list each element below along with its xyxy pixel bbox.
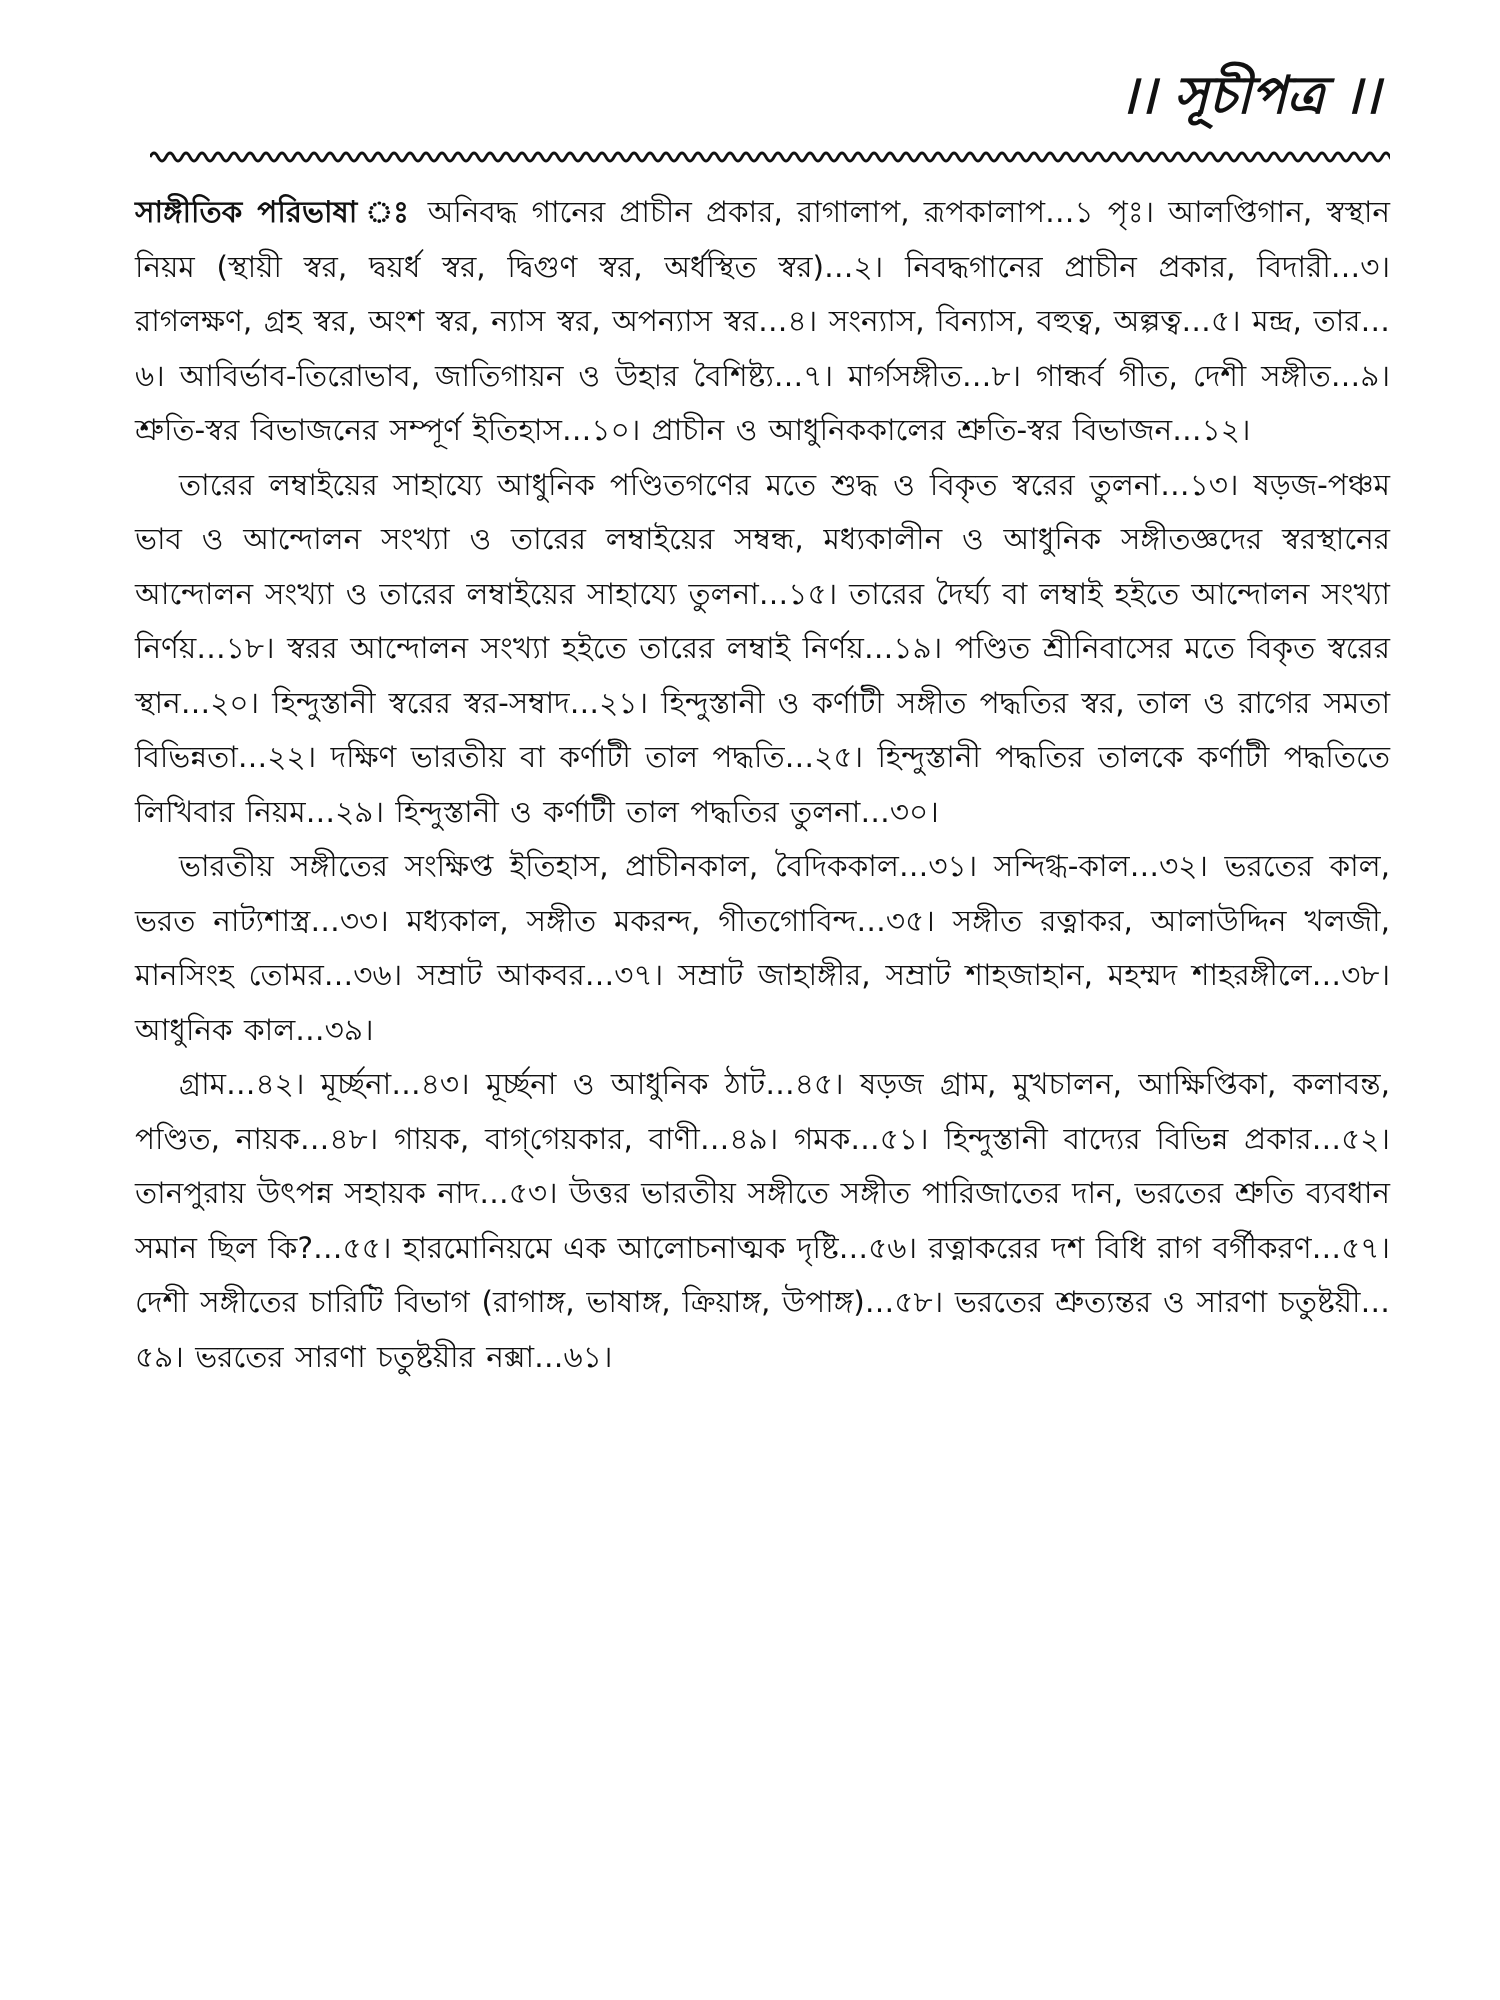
paragraph-text: অনিবদ্ধ গানের প্রাচীন প্রকার, রাগালাপ, রূপকালাপ…১ পৃঃ। আলপ্তিগান, স্বস্থান নিয়ম (স্থায়ী স্বর, দ্বয়র্ধ স্বর, দ্বিগুণ স্বর, অর্ধস্থিত স্বর)…২। নিবদ্ধগানের প্রাচীন প্রকার, বিদারী…৩। রাগলক্ষণ, গ্রহ স্বর, অংশ স্বর, ন্যাস স্বর, অপন্যাস স্বর…৪। সংন্যাস, বিন্যাস, বহুত্ব, অল্পত্ব…৫। মন্দ্র, তার…৬। আবির্ভাব-তিরোভাব, জাতিগায়ন ও উহার বৈশিষ্ট্য…৭। মার্গসঙ্গীত…৮। গান্ধর্ব গীত, দেশী সঙ্গীত…৯। শ্রুতি-স্বর বিভাজনের সম্পূর্ণ ইতিহাস…১০। প্রাচীন ও আধুনিককালের শ্রুতি-স্বর বিভাজন…১২। [135, 195, 1390, 447]
section-heading: সাঙ্গীতিক পরিভাষা ঃ [135, 195, 414, 229]
contents-paragraph-3: ভারতীয় সঙ্গীতের সংক্ষিপ্ত ইতিহাস, প্রাচীনকাল, বৈদিককাল…৩১। সন্দিগ্ধ-কাল…৩২। ভরতের কাল, ভরত নাট্যশাস্ত্র…৩৩। মধ্যকাল, সঙ্গীত মকরন্দ, গীতগোবিন্দ…৩৫। সঙ্গীত রত্নাকর, আলাউদ্দিন খলজী, মানসিংহ তোমর…৩৬। সম্রাট আকবর…৩৭। সম্রাট জাহাঙ্গীর, সম্রাট শাহজাহান, মহম্মদ শাহরঙ্গীলে…৩৮। আধুনিক কাল…৩৯। [135, 849, 1390, 1047]
page-title: ।। সূচীপত্র ।। [1118, 65, 1380, 126]
wavy-divider [150, 145, 1390, 169]
contents-paragraph-1 [135, 185, 1390, 458]
contents-paragraph-2: তারের লম্বাইয়ের সাহায্যে আধুনিক পণ্ডিতগণের মতে শুদ্ধ ও বিকৃত স্বরের তুলনা…১৩। ষড়জ-পঞ্চম ভাব ও আন্দোলন সংখ্যা ও তারের লম্বাইয়ের সম্বন্ধ, মধ্যকালীন ও আধুনিক সঙ্গীতজ্ঞদের স্বরস্থানের আন্দোলন সংখ্যা ও তারের লম্বাইয়ের সাহায্যে তুলনা…১৫। তারের দৈর্ঘ্য বা লম্বাই হইতে আন্দোলন সংখ্যা নির্ণয়…১৮। স্বরর আন্দোলন সংখ্যা হইতে তারের লম্বাই নির্ণয়…১৯। পণ্ডিত শ্রীনিবাসের মতে বিকৃত স্বরের স্থান…২০। হিন্দুস্তানী স্বরের স্বর-সম্বাদ…২১। হিন্দুস্তানী ও কর্ণাটী সঙ্গীত পদ্ধতির স্বর, তাল ও রাগের সমতা বিভিন্নতা…২২। দক্ষিণ ভারতীয় বা কর্ণাটী তাল পদ্ধতি…২৫। হিন্দুস্তানী পদ্ধতির তালকে কর্ণাটী পদ্ধতিতে লিখিবার নিয়ম…২৯। হিন্দুস্তানী ও কর্ণাটী তাল পদ্ধতির তুলনা…৩০। [135, 467, 1390, 829]
contents-body [135, 185, 1390, 1384]
contents-paragraph-4: গ্রাম…৪২। মূর্চ্ছনা…৪৩। মূর্চ্ছনা ও আধুনিক ঠাট…৪৫। ষড়জ গ্রাম, মুখচালন, আক্ষিপ্তিকা, কলাবন্ত, পণ্ডিত, নায়ক…৪৮। গায়ক, বাগ্‌গেয়কার, বাণী…৪৯। গমক…৫১। হিন্দুস্তানী বাদ্যের বিভিন্ন প্রকার…৫২। তানপুরায় উৎপন্ন সহায়ক নাদ…৫৩। উত্তর ভারতীয় সঙ্গীতে সঙ্গীত পারিজাতের দান, ভরতের শ্রুতি ব্যবধান সমান ছিল কি?…৫৫। হারমোনিয়মে এক আলোচনাত্মক দৃষ্টি…৫৬। রত্নাকরের দশ বিধি রাগ বর্গীকরণ…৫৭। দেশী সঙ্গীতের চারিটি বিভাগ (রাগাঙ্গ, ভাষাঙ্গ, ক্রিয়াঙ্গ, উপাঙ্গ)…৫৮। ভরতের শ্রুত্যন্তর ও সারণা চতুষ্টয়ী…৫৯। ভরতের সারণা চতুষ্টয়ীর নক্সা…৬১। [135, 1067, 1390, 1374]
